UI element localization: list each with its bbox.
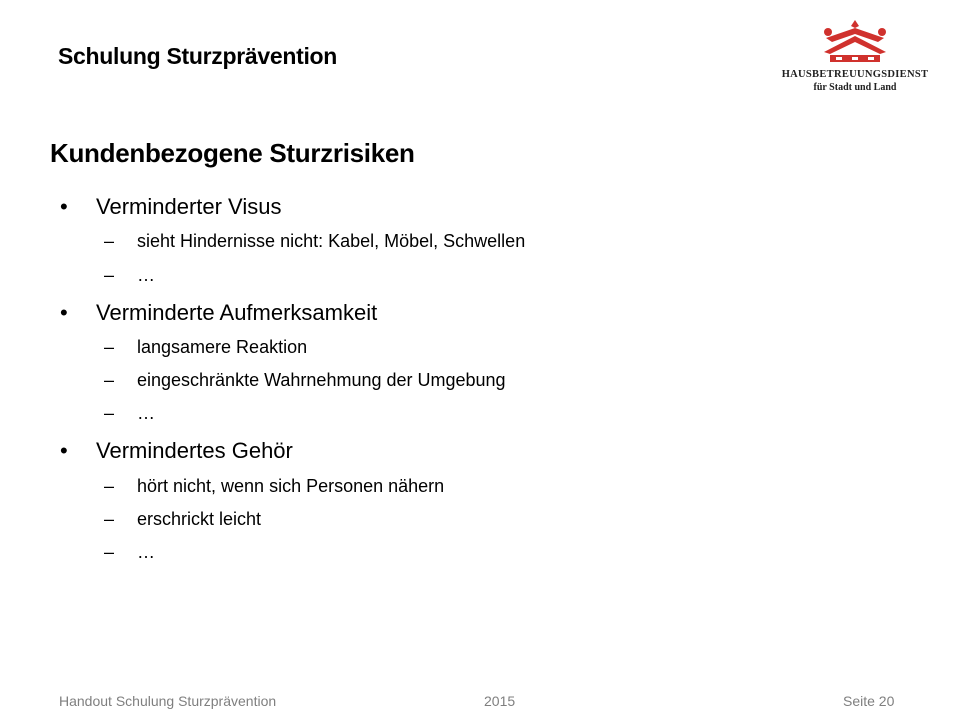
dash-icon: – xyxy=(104,370,115,390)
sub-item-label: eingeschränkte Wahrnehmung der Umgebung xyxy=(137,370,506,390)
sub-item-label: langsamere Reaktion xyxy=(137,337,308,357)
bullet-icon: • xyxy=(60,438,68,463)
sub-item-label: … xyxy=(137,265,155,285)
dash-icon: – xyxy=(104,509,115,529)
dash-icon: – xyxy=(104,403,115,423)
bullet-icon: • xyxy=(60,300,68,325)
logo-tagline: für Stadt und Land xyxy=(813,82,897,93)
sub-item-label: erschrickt leicht xyxy=(137,509,262,529)
header-title: Schulung Sturzprävention xyxy=(58,43,338,69)
sub-item-label: sieht Hindernisse nicht: Kabel, Möbel, Schwellen xyxy=(137,231,526,251)
sub-item-label: … xyxy=(137,542,155,562)
logo-company-name: HAUSBETREUUNGSDIENST xyxy=(781,69,929,80)
sub-item-label: … xyxy=(137,403,155,423)
footer-left: Handout Schulung Sturzprävention xyxy=(59,693,277,709)
bullet-icon: • xyxy=(60,194,68,219)
slide-title: Kundenbezogene Sturzrisiken xyxy=(50,138,415,168)
bullet-item-label: Verminderte Aufmerksamkeit xyxy=(96,300,378,325)
bullet-item-label: Verminderter Visus xyxy=(96,194,282,219)
sub-item-label: hört nicht, wenn sich Personen nähern xyxy=(137,476,445,496)
footer-page-number: Seite 20 xyxy=(843,693,895,709)
dash-icon: – xyxy=(104,337,115,357)
dash-icon: – xyxy=(104,265,115,285)
dash-icon: – xyxy=(104,542,115,562)
footer-center: 2015 xyxy=(484,693,516,709)
company-logo xyxy=(770,18,940,98)
bullet-item-label: Vermindertes Gehör xyxy=(96,438,293,463)
crown-house-icon xyxy=(822,18,888,64)
dash-icon: – xyxy=(104,231,115,251)
dash-icon: – xyxy=(104,476,115,496)
